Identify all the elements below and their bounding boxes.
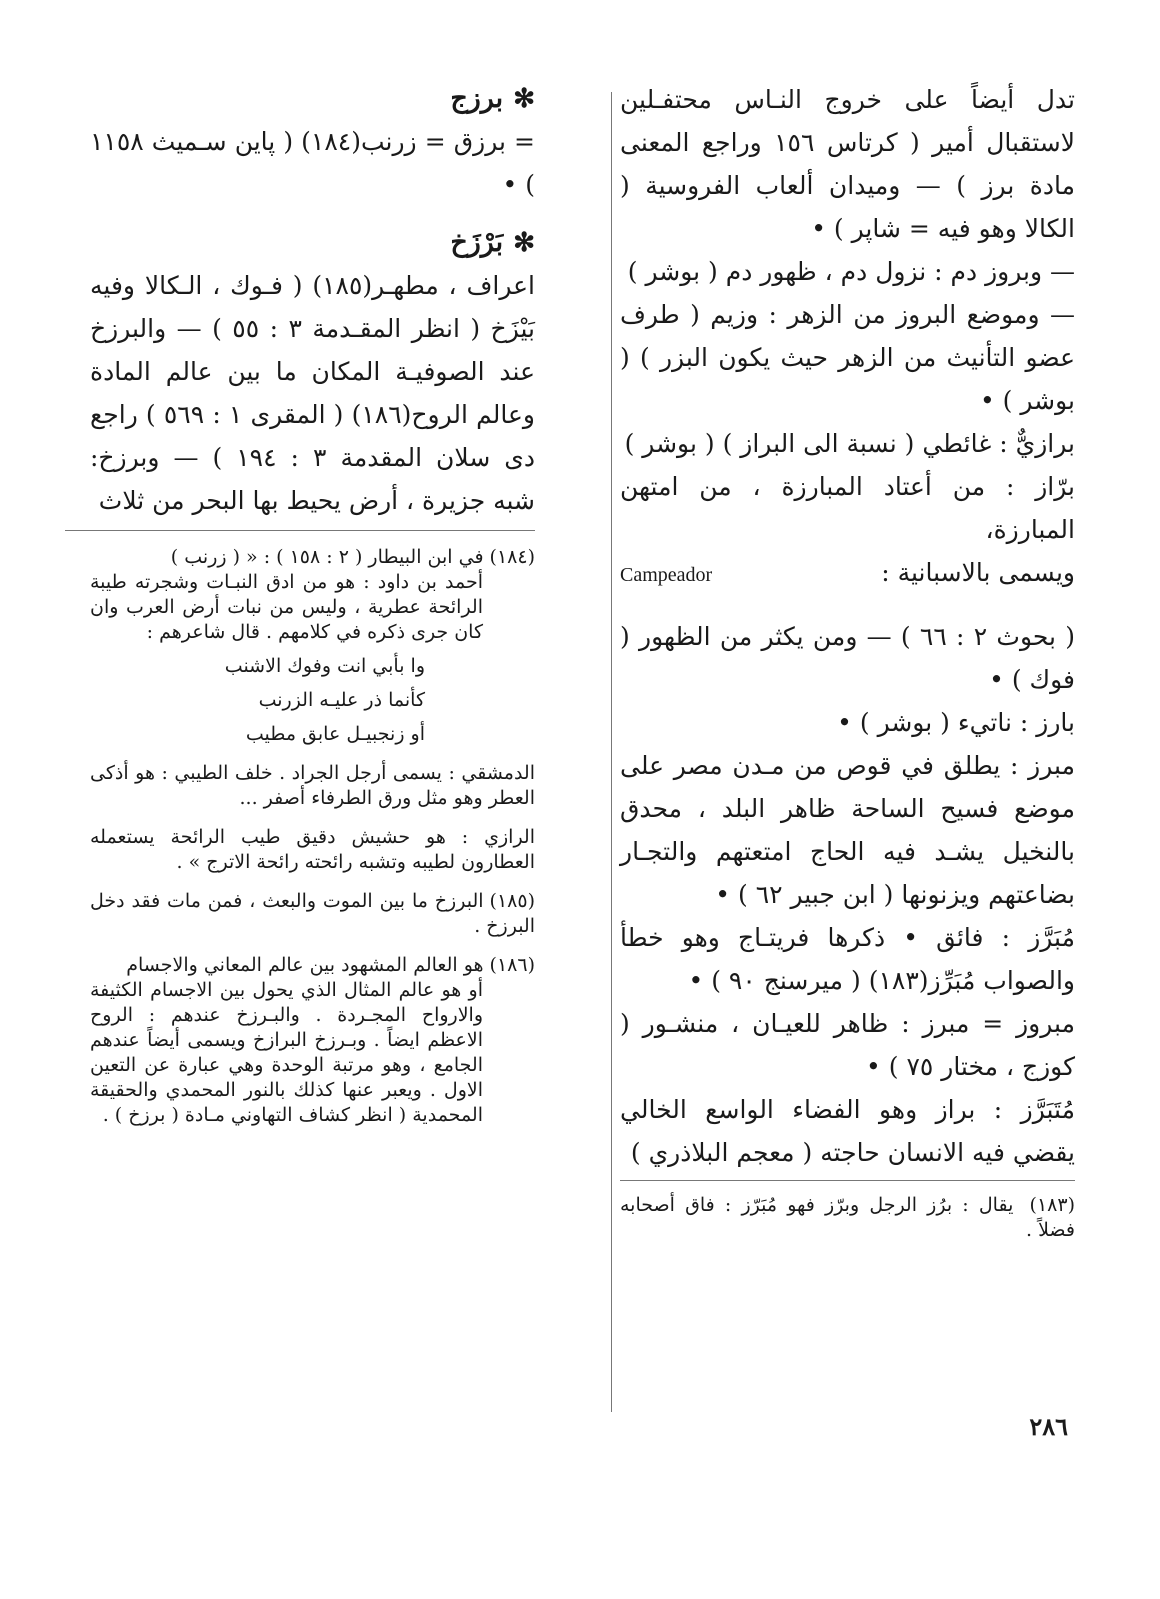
headword-barzaj <box>90 78 535 120</box>
footnote-divider <box>620 1180 1075 1181</box>
poem-verse: أو زنجبيـل عابق مطيب <box>245 723 425 745</box>
footnote-text: هو العالم المشهود بين عالم المعاني والاجسام <box>126 954 484 976</box>
footnote-first-line <box>90 953 535 978</box>
entry-paragraph: برازيٌّ : غائطي ( نسبة الى البراز ) ( بوشر ) <box>624 429 1075 458</box>
spanish-label: ويسمى بالاسبانية : <box>881 558 1075 587</box>
entry-paragraph: تدل أيضاً على خروج النـاس محتفـلين لاستقبال أمير ( كرتاس ١٥٦ وراجع المعنى مادة برز ) — وميدان ألعاب الفروسية ( الكالا وهو فيه = شاپر ) • <box>620 85 1075 243</box>
column-divider <box>611 92 612 1412</box>
footnote-paragraph: الرازي : هو حشيش دقيق طيب الرائحة يستعمله العطارون لطيبه وتشبه رائحته رائحة الاترج » . <box>90 826 535 873</box>
entry-paragraph: مبروز = مبرز : ظاهر للعيـان ، منشـور ( كوزج ، مختار ٧٥ ) • <box>620 1009 1075 1081</box>
entry-paragraph: مُبَرَّز : فائق • ذكرها فريتـاج وهو خطأ والصواب مُبَرِّز(١٨٣) ( ميرسنج ٩٠ ) • <box>620 923 1075 995</box>
spanish-word: Campeador <box>620 564 713 586</box>
entry-paragraph: برّاز : من أعتاد المبارزة ، من امتهن المبارزة، <box>620 472 1075 544</box>
left-column <box>90 78 535 1142</box>
entry-paragraph: — وبروز دم : نزول دم ، ظهور دم ( بوشر ) <box>627 257 1075 286</box>
poem-verse: كأنما ذر عليـه الزرنب <box>258 689 425 711</box>
footnote-paragraph: الدمشقي : يسمى أرجل الجراد . خلف الطيبي : هو أذكى العطر وهو مثل ورق الطرفاء أصفر ... <box>90 762 535 809</box>
page-number: ٢٨٦ <box>1029 1412 1068 1441</box>
spanish-line <box>620 551 1075 597</box>
headword-text: برزج <box>450 83 504 114</box>
entry-paragraph: — وموضع البروز من الزهر : وزيم ( طرف عضو التأنيث من الزهر حيث يكون البزر ) ( بوشر ) • <box>620 300 1075 415</box>
poem-verse: وا بأبي انت وفوك الاشنب <box>224 655 425 677</box>
poem-verses <box>90 649 425 751</box>
right-column <box>620 78 1075 1257</box>
entry-paragraph: بارز : ناتيء ( بوشر ) • <box>837 708 1075 737</box>
footnote-body: أحمد بن داود : هو من ادق النبـات وشجرته طيبة الرائحة عطرية ، وليس من نبات أرض العرب وان كان جرى ذكره في كلامهم . قال شاعرهم : <box>90 571 483 643</box>
footnote-divider <box>65 530 535 531</box>
footnote-text: في ابن البيطار ( ٢ : ١٥٨ ) : « ( زرنب ) <box>170 546 484 568</box>
headword-barzakh <box>90 222 535 264</box>
footnote-number: (١٨٣) <box>1029 1194 1075 1216</box>
footnote-number: (١٨٥) <box>489 890 535 912</box>
entry-paragraph: مبرز : يطلق في قوص من مـدن مصر على موضع فسيح الساحة ظاهر البلد ، محدق بالنخيل يشـد فيه الحاج امتعتهم والتجـار بضاعتهم ويزنونها ( ابن جبير ٦٢ ) • <box>620 751 1075 909</box>
footnote-183 <box>620 1193 1075 1243</box>
star-icon: ✻ <box>513 84 535 114</box>
footnote-185 <box>90 889 535 939</box>
footnote-184 <box>90 545 535 875</box>
entry-paragraph: مُتَبَرَّز : براز وهو الفضاء الواسع الخالي يقضي فيه الانسان حاجته ( معجم البلاذري ) <box>620 1095 1075 1167</box>
footnote-first-line <box>90 545 535 570</box>
footnote-text: البرزخ ما بين الموت والبعث ، فمن مات فقد دخل البرزخ . <box>90 890 535 937</box>
headword-text: بَرْزَخ <box>450 227 504 258</box>
entry-text: اعراف ، مطهـر(١٨٥) ( فـوك ، الـكالا وفيه بَيْزَخ ( انظر المقـدمة ٣ : ٥٥ ) — والبرزخ عند الصوفيـة المكان ما بين عالم المادة وعالم الروح(١٨٦) ( المقرى ١ : ٥٦٩ ) راجع دى سلان المقدمة ٣ : ١٩٤ ) — وبرزخ: شبه جزيرة ، أرض يحيط بها البحر من ثلاث <box>90 271 535 515</box>
footnote-text: يقال : برُز الرجل وبرّز فهو مُبَرّز : فاق أصحابه فضلاً . <box>620 1194 1075 1241</box>
footnote-186 <box>90 953 535 1128</box>
entry-paragraph: ( بحوث ٢ : ٦٦ ) — ومن يكثر من الظهور ( فوك ) • <box>620 622 1075 694</box>
footnote-number: (١٨٦) <box>489 954 535 976</box>
star-icon: ✻ <box>513 228 535 258</box>
footnote-number: (١٨٤) <box>489 546 535 568</box>
entry-text: = برزق = زرنب(١٨٤) ( پاين سـميث ١١٥٨ ) • <box>90 127 535 199</box>
footnote-body: أو هو عالم المثال الذي يحول بين الاجسام الكثيفة والارواح المجـردة . والبـرزخ عندهم : الروح الاعظم ايضاً . وبـرزخ البرازخ ويسمى أيضاً عندهم الجامع ، وهو مرتبة الوحدة وهي عبارة عن التعين الاول . ويعبر عنها كذلك بالنور المحمدي والحقيقة المحمدية ( انظر كشاف التهاوني مـادة ( برزخ ) . <box>90 979 483 1126</box>
